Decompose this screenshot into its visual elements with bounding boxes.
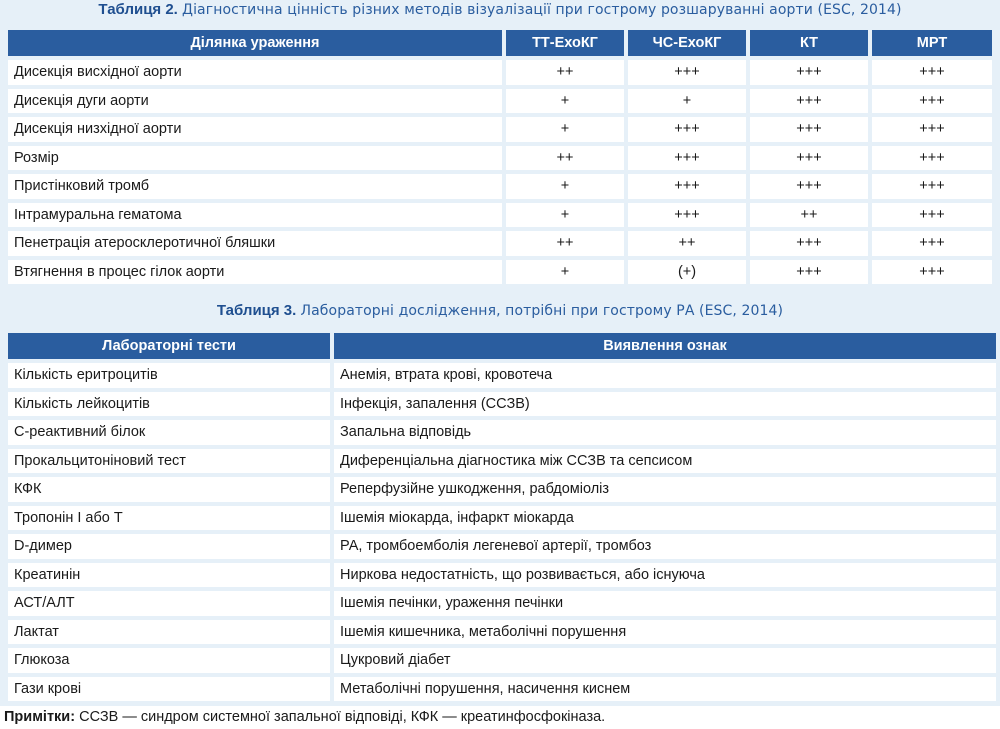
- table2-cell: +++: [872, 60, 992, 89]
- table-row: [8, 477, 996, 506]
- table2-cell: Дисекція висхідної аорти: [8, 60, 502, 89]
- table2-cell: +: [506, 89, 624, 118]
- table-row: [8, 420, 996, 449]
- table-row: [8, 89, 992, 118]
- table2-cell: +++: [628, 203, 746, 232]
- table3-cell: Кількість лейкоцитів: [8, 392, 330, 421]
- table2-cell: Інтрамуральна гематома: [8, 203, 502, 232]
- table3-cell: КФК: [8, 477, 330, 506]
- table2-cell: +++: [750, 146, 868, 175]
- table2-cell: +++: [750, 260, 868, 289]
- table3-cell: Гази крові: [8, 677, 330, 706]
- table2-label: Таблиця 2.: [98, 1, 178, 18]
- table2-cell: +++: [872, 260, 992, 289]
- table2-cell: +++: [628, 146, 746, 175]
- table3: [4, 333, 1000, 705]
- table-row: [8, 563, 996, 592]
- table3-cell: Креатинін: [8, 563, 330, 592]
- table2-cell: Розмір: [8, 146, 502, 175]
- table2-header-cell: Ділянка ураження: [8, 30, 502, 60]
- table-row: [8, 60, 992, 89]
- table2-cell: +++: [750, 174, 868, 203]
- table3-cell: Анемія, втрата крові, кровотеча: [334, 363, 996, 392]
- table2-cell: Пенетрація атеросклеротичної бляшки: [8, 231, 502, 260]
- table-row: [8, 677, 996, 706]
- table-row: [8, 591, 996, 620]
- table2-cell: +++: [872, 174, 992, 203]
- table2: [4, 30, 996, 288]
- table-row: [8, 146, 992, 175]
- table-row: [8, 203, 992, 232]
- table2-cell: +++: [872, 231, 992, 260]
- table3-cell: РА, тромбоемболія легеневої артерії, тромбоз: [334, 534, 996, 563]
- table-row: [8, 174, 992, 203]
- table2-header-cell: МРТ: [872, 30, 992, 60]
- footnote: [4, 709, 605, 725]
- table2-cell: +++: [750, 117, 868, 146]
- table2-header-cell: ТТ-ЕхоКГ: [506, 30, 624, 60]
- table2-cell: +++: [750, 60, 868, 89]
- table3-cell: АСТ/АЛТ: [8, 591, 330, 620]
- table3-cell: Інфекція, запалення (ССЗВ): [334, 392, 996, 421]
- table2-cell: Дисекція дуги аорти: [8, 89, 502, 118]
- table-row: [8, 620, 996, 649]
- table2-header-row: [8, 30, 992, 60]
- table3-cell: Глюкоза: [8, 648, 330, 677]
- table2-cell: +++: [872, 89, 992, 118]
- table2-cell: +++: [628, 174, 746, 203]
- table-row: [8, 449, 996, 478]
- table3-cell: С-реактивний білок: [8, 420, 330, 449]
- table2-cell: +++: [872, 117, 992, 146]
- table2-cell: +: [506, 117, 624, 146]
- table-row: [8, 392, 996, 421]
- table2-cell: ++: [506, 60, 624, 89]
- table3-cell: D-димер: [8, 534, 330, 563]
- table-row: [8, 648, 996, 677]
- table3-cell: Ниркова недостатність, що розвивається, або існуюча: [334, 563, 996, 592]
- table3-header-cell: Лабораторні тести: [8, 333, 330, 363]
- table3-label: Таблиця 3.: [216, 302, 297, 319]
- table2-cell: +: [506, 203, 624, 232]
- table3-header-cell: Виявлення ознак: [334, 333, 996, 363]
- table2-cell: +++: [872, 203, 992, 232]
- table2-title: Діагностична цінність різних методів візуалізації при гострому розшаруванні аорти (ESC, 2014): [182, 2, 902, 18]
- table2-header-cell: ЧС-ЕхоКГ: [628, 30, 746, 60]
- table2-cell: ++: [628, 231, 746, 260]
- table3-header-row: [8, 333, 996, 363]
- footnote-label: Примітки:: [4, 709, 76, 725]
- table-row: [8, 260, 992, 289]
- table3-cell: Запальна відповідь: [334, 420, 996, 449]
- table2-cell: ++: [506, 146, 624, 175]
- table2-cell: +: [628, 89, 746, 118]
- table2-cell: (+): [628, 260, 746, 289]
- table3-cell: Кількість еритроцитів: [8, 363, 330, 392]
- table-row: [8, 534, 996, 563]
- table3-cell: Реперфузійне ушкодження, рабдоміоліз: [334, 477, 996, 506]
- table3-cell: Прокальцитоніновий тест: [8, 449, 330, 478]
- table3-cell: Лактат: [8, 620, 330, 649]
- table2-cell: Втягнення в процес гілок аорти: [8, 260, 502, 289]
- table3-title: Лабораторні дослідження, потрібні при гострому РА (ESC, 2014): [300, 303, 784, 319]
- table-row: [8, 231, 992, 260]
- table2-cell: +: [506, 174, 624, 203]
- table2-cell: +++: [750, 89, 868, 118]
- table-row: [8, 117, 992, 146]
- table3-cell: Ішемія міокарда, інфаркт міокарда: [334, 506, 996, 535]
- table2-cell: Пристінковий тромб: [8, 174, 502, 203]
- table3-caption: [0, 302, 1000, 319]
- table2-cell: Дисекція низхідної аорти: [8, 117, 502, 146]
- table-row: [8, 363, 996, 392]
- table3-cell: Ішемія печінки, ураження печінки: [334, 591, 996, 620]
- table2-cell: +++: [872, 146, 992, 175]
- footnote-text: ССЗВ — синдром системної запальної відповіді, КФК — креатинфосфокіназа.: [79, 709, 606, 725]
- table-row: [8, 506, 996, 535]
- table2-cell: +++: [628, 117, 746, 146]
- table3-cell: Диференціальна діагностика між ССЗВ та сепсисом: [334, 449, 996, 478]
- table2-caption: [0, 1, 1000, 18]
- table2-header-cell: КТ: [750, 30, 868, 60]
- table2-cell: +++: [750, 231, 868, 260]
- table3-cell: Тропонін I або T: [8, 506, 330, 535]
- table3-cell: Метаболічні порушення, насичення киснем: [334, 677, 996, 706]
- table2-cell: ++: [750, 203, 868, 232]
- table2-cell: ++: [506, 231, 624, 260]
- table3-cell: Ішемія кишечника, метаболічні порушення: [334, 620, 996, 649]
- table2-cell: +: [506, 260, 624, 289]
- table3-cell: Цукровий діабет: [334, 648, 996, 677]
- table2-cell: +++: [628, 60, 746, 89]
